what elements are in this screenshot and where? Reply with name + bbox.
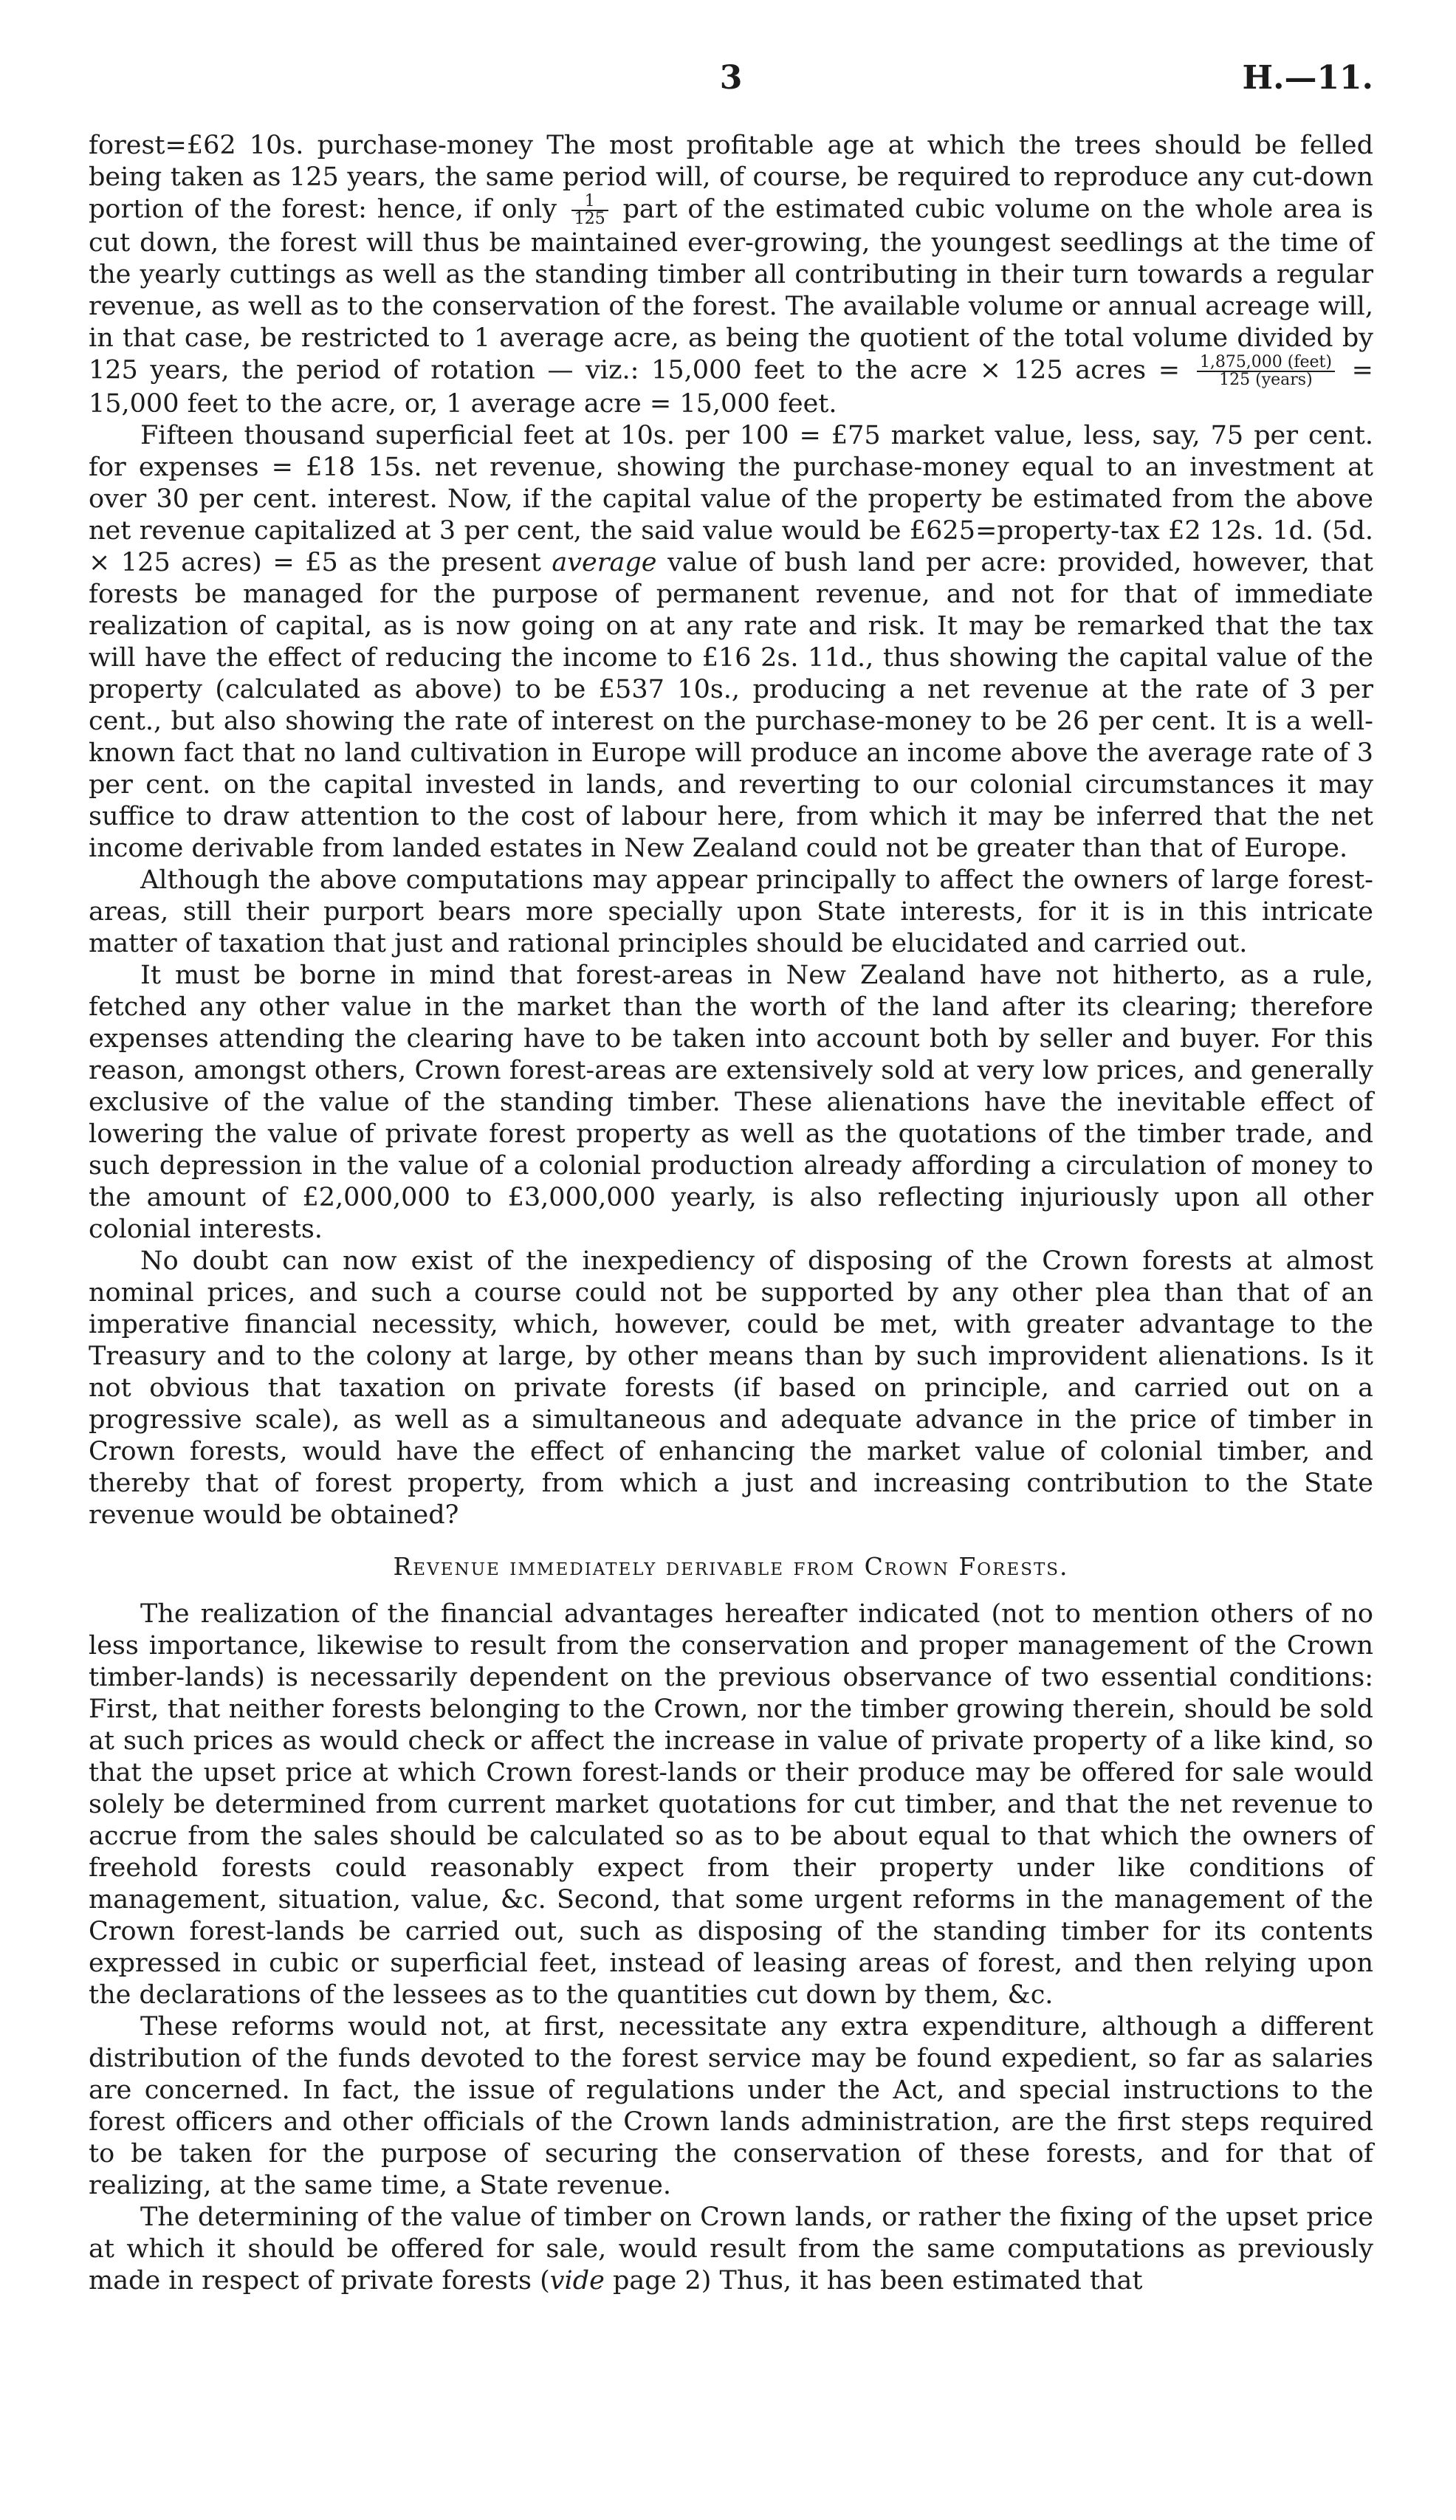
- paragraph-7: These reforms would not, at first, necessitate any extra expenditure, although a different distribution of the funds devoted to the forest service may be found expedient, so far as salaries are concerned. In fact, the issue of regulations under the Act, and special instructions to the forest officers and other officials of the Crown lands administration, are the first steps required to be taken for the purpose of securing the conservation of these forests, and for that of realizing, at the same time, a State revenue.: [89, 2012, 1373, 2200]
- page-number: 3: [719, 59, 743, 97]
- fraction-numerator: 1: [571, 193, 608, 211]
- paragraph-4: It must be borne in mind that forest-areas in New Zealand have not hitherto, as a rule, fetched any other value in the market than the worth of the land after its clearing; therefore expenses attending the clearing have to be taken into account both by seller and buyer. For this reason, amongst others, Crown forest-areas are extensively sold at very low prices, and generally exclusive of the value of the standing timber. These alienations have the inevitable effect of lowering the value of private forest property as well as the quotations of the timber trade, and such depression in the value of a colonial production already affording a circulation of money to the amount of £2,000,000 to £3,000,000 yearly, is also reflecting injuriously upon all other colonial interests.: [89, 961, 1373, 1244]
- paragraph-1-part-a: forest=£62 10s. purchase-money The most profitable age at which the trees should be felled being taken as 125 years, the same period will, of course, be required to reproduce any cut-down portion of the forest: hence, if only: [89, 131, 1373, 224]
- paragraph-2-part-a: Fifteen thousand superficial feet at 10s. per 100 = £75 market value, less, say, 75 per cent. for expenses = £18 15s. net revenue, showing the purchase-money equal to an investment at over 30 per cent. interest. Now, if the capital value of the property be estimated from the above net revenue capitalized at 3 per cent, the said value would be £625=property-tax £2 12s. 1d. (5d. × 125 acres) = £5 as the present: [89, 421, 1373, 577]
- page-header: [89, 59, 1373, 103]
- body-text: [89, 130, 1373, 2297]
- paragraph-2: [89, 420, 1373, 865]
- paragraph-2-part-b: value of bush land per acre: provided, however, that forests be managed for the purpose of permanent revenue, and not for that of immediate realization of capital, as is now going on at any rate and risk. It may be remarked that the tax will have the effect of reducing the income to £16 2s. 11d., thus showing the capital value of the property (calculated as above) to be £537 10s., producing a net revenue at the rate of 3 per cent., but also showing the rate of interest on the purchase-money to be 26 per cent. It is a well-known fact that no land cultivation in Europe will produce an income above the average rate of 3 per cent. on the capital invested in lands, and reverting to our colonial circumstances it may suffice to draw attention to the cost of labour here, from which it may be inferred that the net income derivable from landed estates in New Zealand could not be greater than that of Europe.: [89, 548, 1373, 863]
- fraction-denominator: 125: [574, 210, 605, 228]
- paragraph-1-part-b: part of the estimated cubic volume on the whole area is cut down, the forest will thus be maintained ever-growing, the youngest seedlings at the time of the yearly cuttings as well as the standing timber all contributing in their turn towards a regular revenue, as well as to the conservation of the forest. The available volume or annual acreage will, in that case, be restricted to 1 average acre, as being the quotient of the total volume divided by 125 years, the period of rotation — viz.: 15,000 feet to the acre × 125 acres =: [89, 194, 1373, 385]
- emphasis-vide: vide: [549, 2266, 605, 2296]
- paragraph-8-part-b: page 2) Thus, it has been estimated that: [612, 2266, 1143, 2296]
- paragraph-8: [89, 2202, 1373, 2297]
- paragraph-3: Although the above computations may appear principally to affect the owners of large forest-areas, still their purport bears more specially upon State interests, for it is in this intricate matter of taxation that just and rational principles should be elucidated and carried out.: [89, 865, 1373, 958]
- paragraph-8-part-a: The determining of the value of timber on Crown lands, or rather the fixing of the upset price at which it should be offered for sale, would result from the same computations as previously made in respect of private forests (: [89, 2203, 1373, 2296]
- paragraph-1: [89, 130, 1373, 420]
- emphasis-average: average: [552, 548, 657, 577]
- fraction-volume: [1197, 354, 1335, 388]
- fraction-one-part: [571, 193, 608, 227]
- fraction-numerator: 1,875,000 (feet): [1197, 354, 1335, 372]
- section-heading: Revenue immediately derivable from Crown Forests.: [393, 1552, 1069, 1581]
- paragraph-1-part-c: = 15,000 feet to the acre, or, 1 average acre = 15,000 feet.: [89, 355, 1373, 419]
- fraction-denominator: 125 (years): [1219, 371, 1313, 389]
- document-reference: H.—11.: [1242, 59, 1373, 97]
- paragraph-6: The realization of the financial advantages hereafter indicated (not to mention others of no less importance, likewise to result from the conservation and proper management of the Crown timber-lands) is necessarily dependent on the previous observance of two essential conditions: First, that neither forests belonging to the Crown, nor the timber growing therein, should be sold at such prices as would check or affect the increase in value of private property of a like kind, so that the upset price at which Crown forest-lands or their produce may be offered for sale would solely be determined from current market quotations for cut timber, and that the net revenue to accrue from the sales should be calculated so as to be about equal to that which the owners of freehold forests could reasonably expect from their property under like conditions of management, situation, value, &c. Second, that some urgent reforms in the management of the Crown forest-lands be carried out, such as disposing of the standing timber for its contents expressed in cubic or superficial feet, instead of leasing areas of forest, and then relying upon the declarations of the lessees as to the quantities cut down by them, &c.: [89, 1599, 1373, 2010]
- paragraph-5: No doubt can now exist of the inexpediency of disposing of the Crown forests at almost nominal prices, and such a course could not be supported by any other plea than that of an imperative financial necessity, which, however, could be met, with greater advantage to the Treasury and to the colony at large, by other means than by such improvident alienations. Is it not obvious that taxation on private forests (if based on principle, and carried out on a progressive scale), as well as a simultaneous and adequate advance in the price of timber in Crown forests, would have the effect of enhancing the market value of colonial timber, and thereby that of forest property, from which a just and increasing contribution to the State revenue would be obtained?: [89, 1246, 1373, 1530]
